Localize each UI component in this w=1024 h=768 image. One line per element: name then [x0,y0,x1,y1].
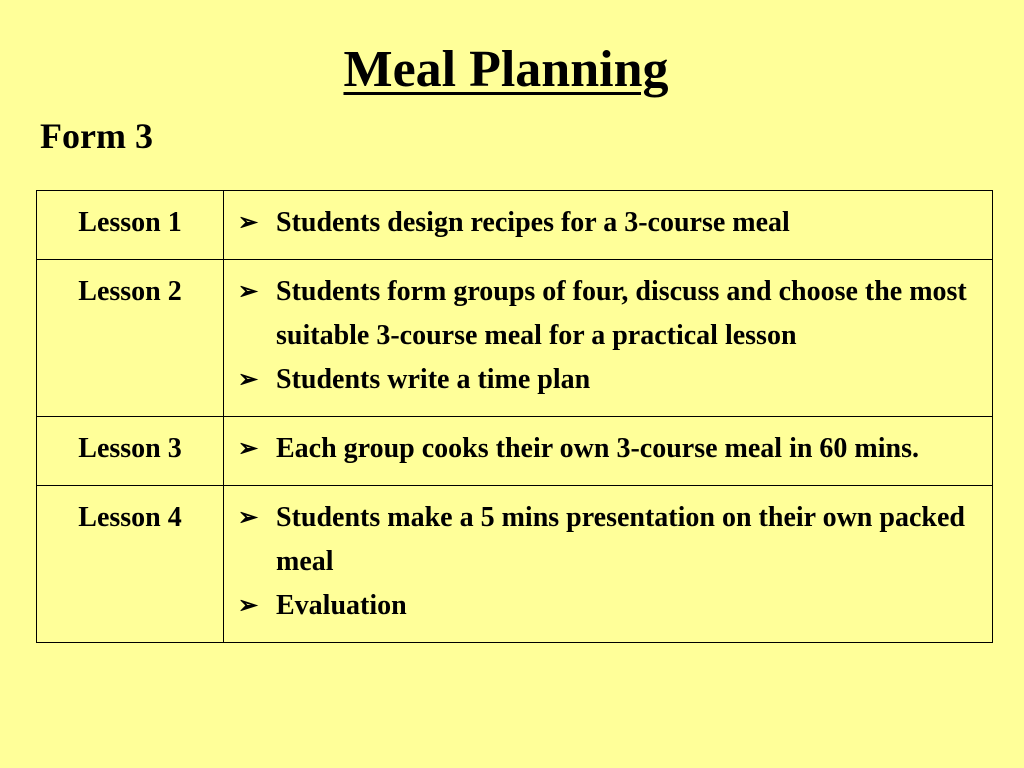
lesson-label: Lesson 1 [37,191,224,260]
lesson-activities [224,417,993,486]
list-item [234,201,982,245]
list-item [234,270,982,358]
lesson-activities [224,191,993,260]
activity-list [234,496,982,628]
arrowhead-bullet-icon: ➢ [238,593,259,619]
activity-list [234,427,982,471]
lesson-activities [224,260,993,417]
lesson-label: Lesson 2 [37,260,224,417]
slide-subtitle: Form 3 [40,116,153,156]
activity-text: Students write a time plan [276,364,591,395]
arrowhead-bullet-icon: ➢ [238,210,259,236]
table-row [37,417,993,486]
slide-title: Meal Planning [343,41,669,98]
table-row [37,260,993,417]
list-item [234,584,982,628]
lesson-plan-table [36,190,993,643]
activity-text: Students form groups of four, discuss and choose the most suitable 3-course meal for a practical lesson [276,276,967,351]
arrowhead-bullet-icon: ➢ [238,505,259,531]
lesson-activities [224,486,993,643]
table-row [37,486,993,643]
list-item [234,496,982,584]
lesson-label: Lesson 4 [37,486,224,643]
activity-list [234,201,982,245]
activity-list [234,270,982,402]
activity-text: Students make a 5 mins presentation on their own packed meal [276,502,965,577]
activity-text: Students design recipes for a 3-course meal [276,207,790,238]
arrowhead-bullet-icon: ➢ [238,436,259,462]
activity-text: Each group cooks their own 3-course meal in 60 mins. [276,433,919,464]
activity-text: Evaluation [276,590,407,621]
list-item [234,427,982,471]
arrowhead-bullet-icon: ➢ [238,279,259,305]
list-item [234,358,982,402]
table-row [37,191,993,260]
arrowhead-bullet-icon: ➢ [238,367,259,393]
lesson-label: Lesson 3 [37,417,224,486]
